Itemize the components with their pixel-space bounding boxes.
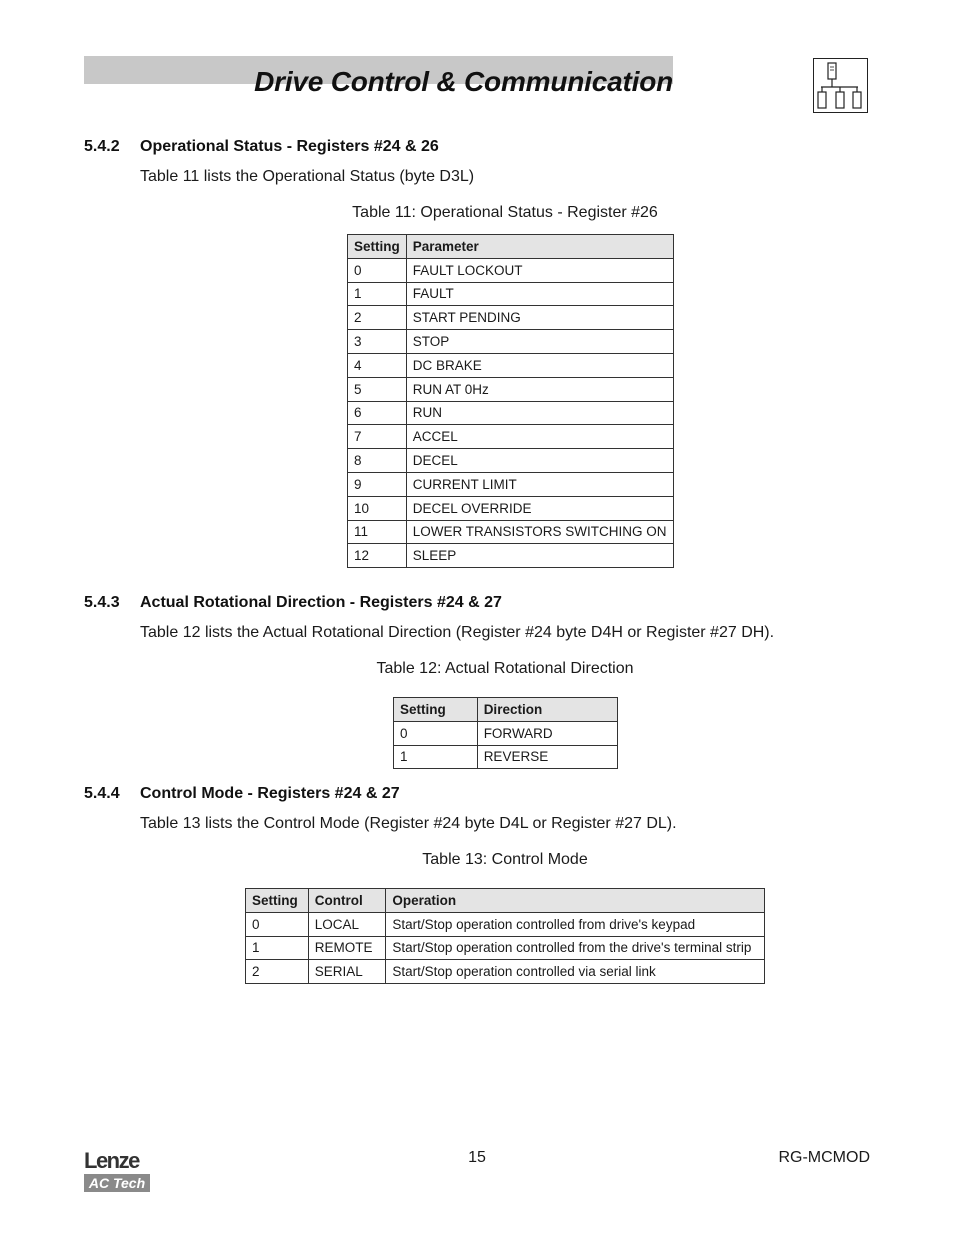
setting-cell: 1 bbox=[348, 282, 407, 306]
control-cell: LOCAL bbox=[308, 912, 386, 936]
setting-cell: 1 bbox=[246, 936, 309, 960]
operation-cell: Start/Stop operation controlled via serial link bbox=[386, 960, 765, 984]
setting-cell: 9 bbox=[348, 472, 407, 496]
setting-cell: 1 bbox=[394, 745, 478, 769]
operation-cell: Start/Stop operation controlled from the drive's terminal strip bbox=[386, 936, 765, 960]
table-caption: Table 12: Actual Rotational Direction bbox=[376, 660, 634, 677]
table-header-row bbox=[394, 698, 618, 722]
parameter-cell: RUN AT 0Hz bbox=[406, 377, 673, 401]
parameter-cell: START PENDING bbox=[406, 306, 673, 330]
parameter-cell: FAULT bbox=[406, 282, 673, 306]
setting-cell: 12 bbox=[348, 544, 407, 568]
rotational-direction-table bbox=[393, 697, 618, 769]
direction-cell: FORWARD bbox=[477, 721, 617, 745]
column-header-control: Control bbox=[308, 889, 386, 913]
section-number: 5.4.4 bbox=[84, 785, 120, 802]
table-row bbox=[246, 960, 765, 984]
column-header-setting: Setting bbox=[394, 698, 478, 722]
setting-cell: 3 bbox=[348, 330, 407, 354]
column-header-operation: Operation bbox=[386, 889, 765, 913]
table-row bbox=[348, 282, 674, 306]
section-intro: Table 12 lists the Actual Rotational Direction (Register #24 byte D4H or Register #27 DH). bbox=[140, 624, 775, 641]
setting-cell: 10 bbox=[348, 496, 407, 520]
column-header-parameter: Parameter bbox=[406, 235, 673, 259]
table-row bbox=[246, 912, 765, 936]
section-intro: Table 13 lists the Control Mode (Register #24 byte D4L or Register #27 DL). bbox=[140, 815, 677, 832]
parameter-cell: LOWER TRANSISTORS SWITCHING ON bbox=[406, 520, 673, 544]
table-header-row bbox=[348, 235, 674, 259]
table-caption: Table 13: Control Mode bbox=[422, 851, 588, 868]
column-header-setting: Setting bbox=[348, 235, 407, 259]
logo-actech-text: AC Tech bbox=[84, 1174, 150, 1192]
parameter-cell: FAULT LOCKOUT bbox=[406, 258, 673, 282]
table-row bbox=[348, 258, 674, 282]
section-heading-5-4-4 bbox=[84, 785, 684, 805]
parameter-cell: SLEEP bbox=[406, 544, 673, 568]
section-heading-5-4-2 bbox=[84, 138, 684, 158]
setting-cell: 0 bbox=[348, 258, 407, 282]
table-row bbox=[348, 425, 674, 449]
section-number: 5.4.3 bbox=[84, 594, 120, 611]
parameter-cell: ACCEL bbox=[406, 425, 673, 449]
parameter-cell: DECEL OVERRIDE bbox=[406, 496, 673, 520]
table-row bbox=[348, 377, 674, 401]
section-title: Operational Status - Registers #24 & 26 bbox=[140, 138, 439, 155]
control-mode-table bbox=[245, 888, 765, 984]
setting-cell: 8 bbox=[348, 449, 407, 473]
control-cell: SERIAL bbox=[308, 960, 386, 984]
table-caption: Table 11: Operational Status - Register #26 bbox=[352, 204, 658, 221]
logo-lenze-text: Lenze bbox=[84, 1148, 139, 1173]
table-row bbox=[348, 544, 674, 568]
page-number: 15 bbox=[468, 1149, 486, 1166]
table-row bbox=[348, 330, 674, 354]
section-number: 5.4.2 bbox=[84, 138, 120, 155]
table-row bbox=[348, 306, 674, 330]
control-cell: REMOTE bbox=[308, 936, 386, 960]
parameter-cell: RUN bbox=[406, 401, 673, 425]
section-title: Actual Rotational Direction - Registers #24 & 27 bbox=[140, 594, 502, 611]
setting-cell: 4 bbox=[348, 353, 407, 377]
table-row bbox=[348, 472, 674, 496]
setting-cell: 6 bbox=[348, 401, 407, 425]
setting-cell: 0 bbox=[394, 721, 478, 745]
section-title: Control Mode - Registers #24 & 27 bbox=[140, 785, 400, 802]
setting-cell: 7 bbox=[348, 425, 407, 449]
setting-cell: 2 bbox=[348, 306, 407, 330]
setting-cell: 11 bbox=[348, 520, 407, 544]
table-row bbox=[348, 496, 674, 520]
direction-cell: REVERSE bbox=[477, 745, 617, 769]
operational-status-table bbox=[347, 234, 674, 568]
column-header-direction: Direction bbox=[477, 698, 617, 722]
page-title: Drive Control & Communication bbox=[254, 66, 673, 97]
table-row bbox=[348, 520, 674, 544]
table-header-row bbox=[246, 889, 765, 913]
column-header-setting: Setting bbox=[246, 889, 309, 913]
parameter-cell: CURRENT LIMIT bbox=[406, 472, 673, 496]
operation-cell: Start/Stop operation controlled from drive's keypad bbox=[386, 912, 765, 936]
lenze-actech-logo bbox=[84, 1150, 152, 1192]
parameter-cell: DC BRAKE bbox=[406, 353, 673, 377]
section-heading-5-4-3 bbox=[84, 594, 684, 614]
document-code: RG-MCMOD bbox=[778, 1149, 870, 1166]
section-intro: Table 11 lists the Operational Status (byte D3L) bbox=[140, 168, 475, 185]
parameter-cell: STOP bbox=[406, 330, 673, 354]
network-drives-icon bbox=[813, 58, 868, 113]
setting-cell: 2 bbox=[246, 960, 309, 984]
table-row bbox=[348, 401, 674, 425]
table-row bbox=[246, 936, 765, 960]
table-row bbox=[394, 721, 618, 745]
table-row bbox=[348, 353, 674, 377]
setting-cell: 5 bbox=[348, 377, 407, 401]
setting-cell: 0 bbox=[246, 912, 309, 936]
table-row bbox=[394, 745, 618, 769]
parameter-cell: DECEL bbox=[406, 449, 673, 473]
table-row bbox=[348, 449, 674, 473]
